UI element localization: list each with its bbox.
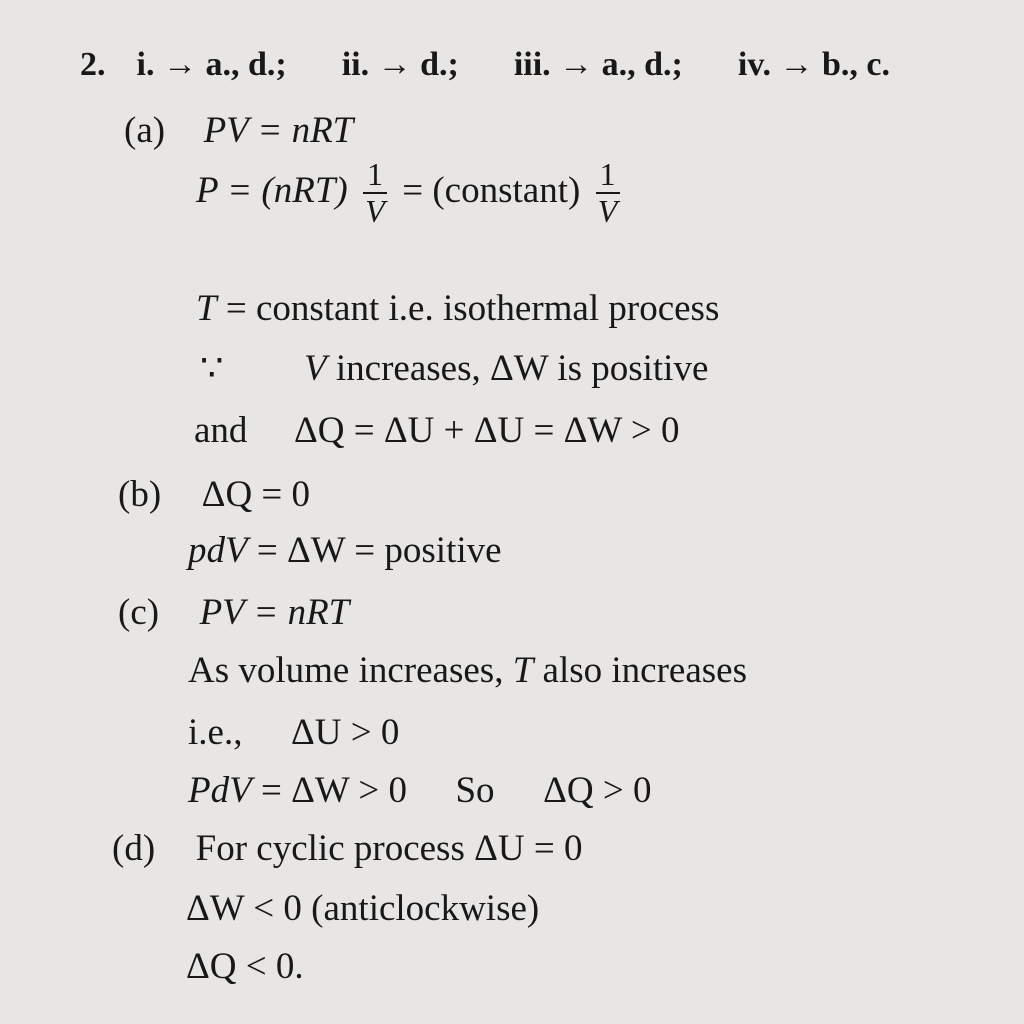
part-a-line-2 [196,158,626,229]
part-c-line-1 [118,594,349,631]
part-d-line-2 [186,890,539,927]
part-c-line-2: As volume increases, T also increases [188,650,747,691]
part-b-line-1 [118,476,310,513]
adiabatic-equation: ΔQ = 0 [201,474,311,515]
answer-key-line [80,48,890,82]
ideal-gas-equation: PV = nRT [203,110,354,151]
work-positive-statement: = ΔW = positive [247,530,502,571]
ideal-gas-equation-c: PV = nRT [199,592,350,633]
part-c-line-4: PdV = ΔW > 0 So ΔQ > 0 [188,770,652,811]
part-d-label: (d) [112,828,156,869]
internal-energy-increase: ΔU > 0 [290,712,400,753]
part-a-line-4: ∵ V increases, ΔW is positive [200,348,709,389]
cyclic-process-statement: For cyclic process ΔU = 0 [195,828,583,869]
part-a-label: (a) [124,110,166,151]
part-b-label: (b) [118,474,162,515]
isothermal-statement: = constant i.e. isothermal process [216,288,720,329]
part-d-line-1 [112,830,582,867]
part-b-line-2: pdV = ΔW = positive [188,530,502,571]
part-a-line-5: and ΔQ = ΔU + ΔU = ΔW > 0 [194,410,680,451]
constant-expression: = (constant) [402,169,581,211]
part-a-line-1 [124,112,353,149]
question-number: 2. [80,46,106,83]
work-negative-statement: ΔW < 0 (anticlockwise) [186,888,540,929]
fraction-one-over-v: $\frac{1}{V}$ [363,158,387,229]
answer-part-iv: iv. → b., c. [737,46,890,83]
part-a-line-3: T = constant i.e. isothermal process [196,288,720,329]
fraction-one-over-v-2: $\frac{1}{V}$ [596,158,620,229]
answer-part-ii: ii. → d.; [341,46,459,83]
answer-part-i: i. → a., d.; [136,46,287,83]
answer-part-iii: iii. → a., d.; [513,46,683,83]
pressure-expression: P = (nRT) [196,169,348,211]
part-c-line-3: i.e., ΔU > 0 [188,712,400,753]
heat-negative-statement: ΔQ < 0. [186,946,304,987]
part-c-label: (c) [118,592,160,633]
heat-positive: ΔQ > 0 [543,770,652,811]
part-d-line-3 [186,948,304,985]
because-symbol: ∵ [200,348,224,389]
heat-equation: ΔQ = ΔU + ΔU = ΔW > 0 [293,410,680,451]
volume-increase-statement: increases, ΔW is positive [326,348,709,389]
